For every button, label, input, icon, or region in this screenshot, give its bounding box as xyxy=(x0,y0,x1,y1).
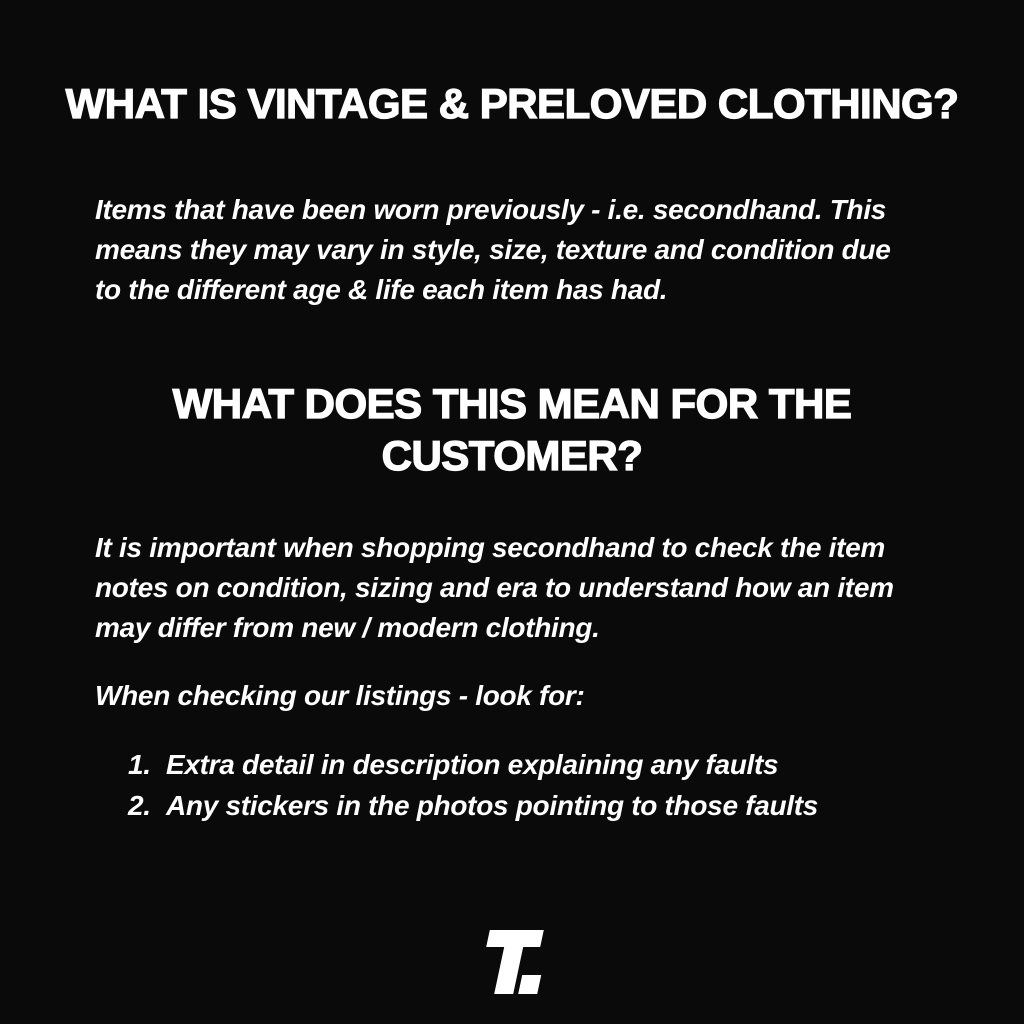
intro-line-3: to the different age & life each item has had. xyxy=(95,274,668,305)
logo-period-dot xyxy=(518,975,541,994)
customer-line-3: may differ from new / modern clothing. xyxy=(95,612,600,643)
listings-intro: When checking our listings - look for: xyxy=(95,680,585,711)
customer-line-1: It is important when shopping secondhand to check the item xyxy=(95,532,886,563)
customer-heading-line-2: CUSTOMER? xyxy=(381,432,643,479)
customer-heading-line-1: WHAT DOES THIS MEAN FOR THE xyxy=(172,380,852,427)
checklist-item xyxy=(128,744,958,785)
main-heading: WHAT IS VINTAGE & PRELOVED CLOTHING? xyxy=(65,80,959,127)
intro-paragraph xyxy=(95,190,955,310)
checklist-item xyxy=(128,785,958,826)
intro-line-2: means they may vary in style, size, texture and condition due xyxy=(95,234,891,265)
intro-line-1: Items that have been worn previously - i.e. secondhand. This xyxy=(95,194,887,225)
checklist-item-number: 2. xyxy=(128,790,151,821)
checklist-item-text: Any stickers in the photos pointing to those faults xyxy=(166,790,819,821)
checklist-item-text: Extra detail in description explaining any faults xyxy=(166,749,779,780)
customer-heading xyxy=(0,378,1024,482)
checklist-item-number: 1. xyxy=(128,749,151,780)
brand-logo-t-icon xyxy=(472,930,554,994)
customer-line-2: notes on condition, sizing and era to understand how an item xyxy=(95,572,894,603)
checklist xyxy=(128,744,958,826)
customer-paragraph xyxy=(95,528,955,648)
